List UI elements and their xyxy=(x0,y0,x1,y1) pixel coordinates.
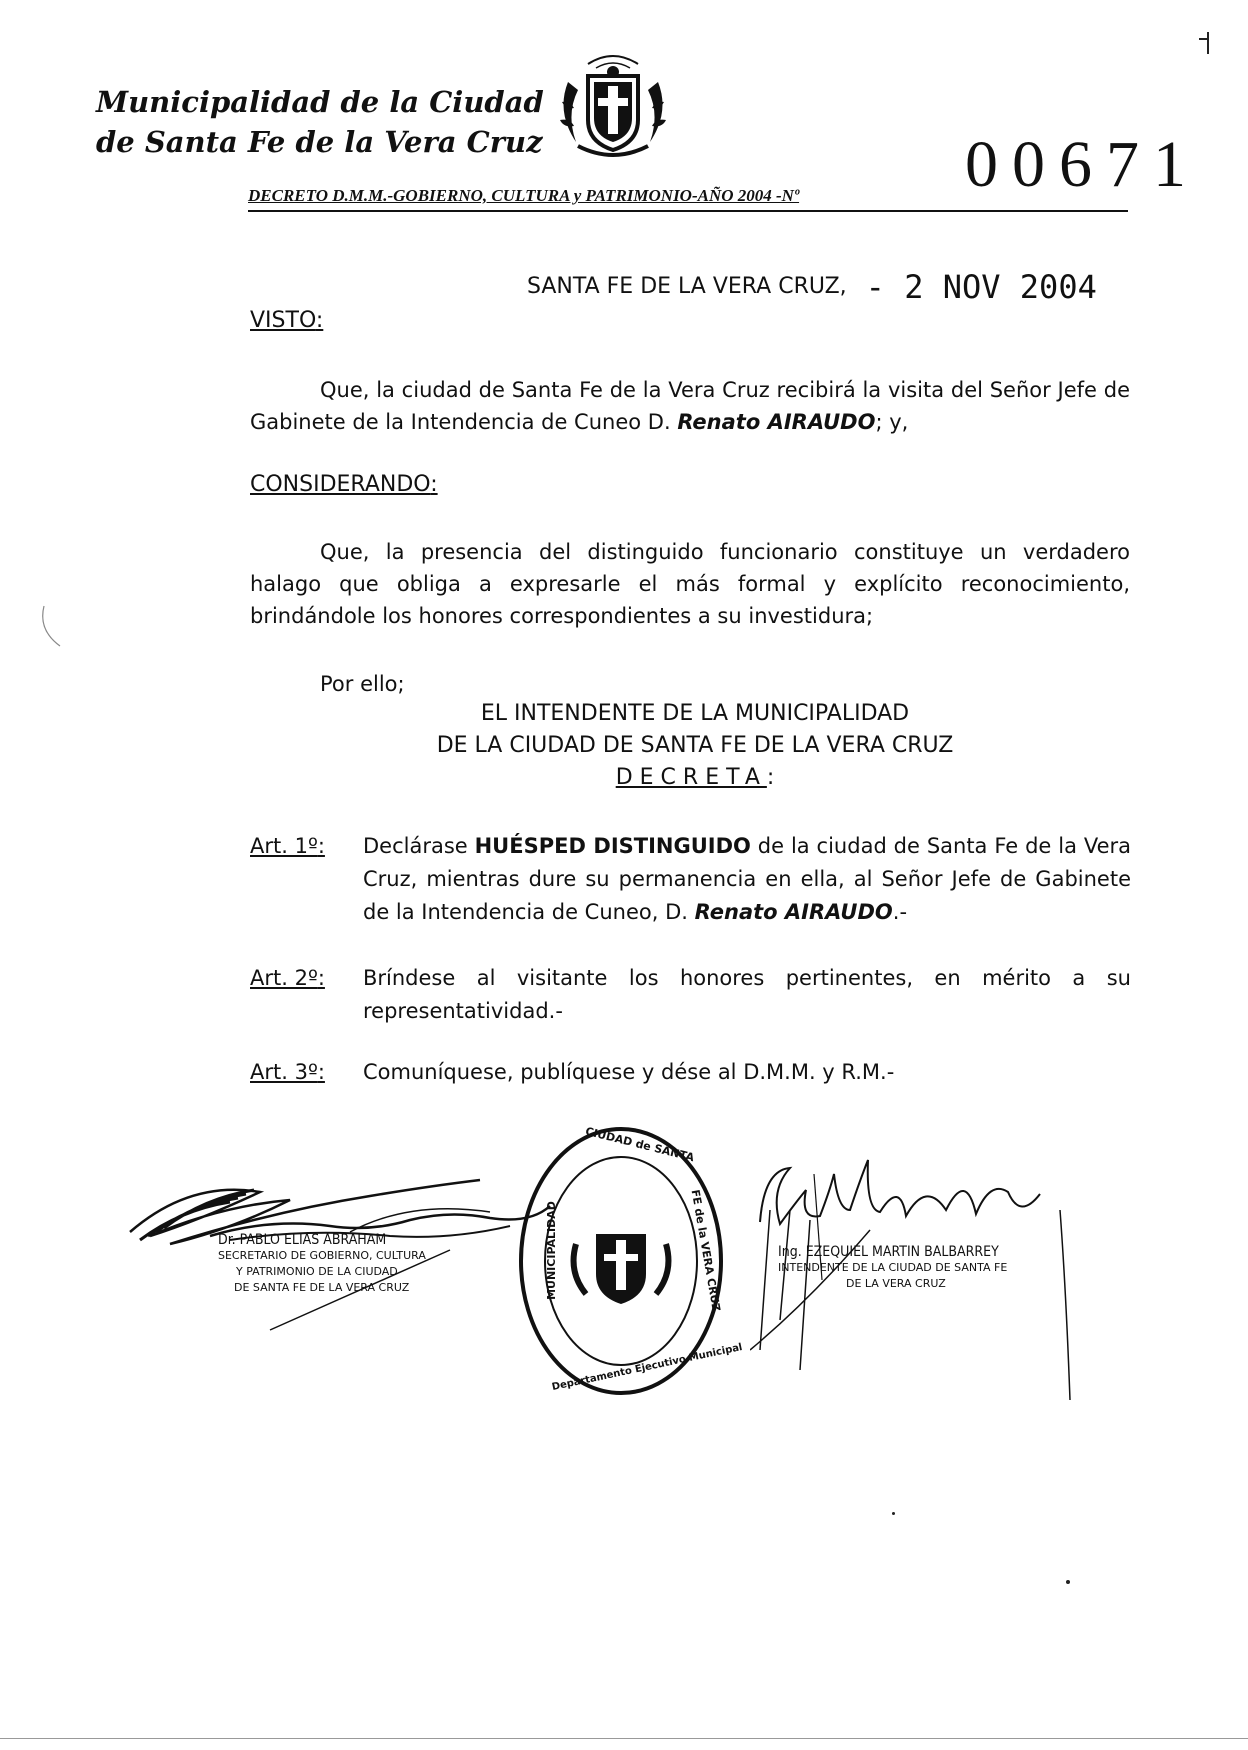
stamp-text-right: FE de la VERA CRUZ xyxy=(688,1188,723,1313)
secretary-title-1: SECRETARIO DE GOBIERNO, CULTURA xyxy=(218,1249,426,1262)
article-3-text: Comuníquese, publíquese y dése al D.M.M. y R.M.- xyxy=(363,1060,895,1084)
decree-number: 00671 xyxy=(965,128,1200,201)
por-ello: Por ello; xyxy=(320,672,405,696)
secretary-name: Dr. PABLO ELIAS ABRAHAM xyxy=(218,1232,387,1248)
considerando-heading: CONSIDERANDO: xyxy=(250,472,438,497)
mayor-signature-block xyxy=(778,1244,1007,1292)
considerando-paragraph: Que, la presencia del distinguido funcionario constituye un verdadero halago que obliga a expresarle el más formal y explícito reconocimiento, brindándole los honores correspondientes a su investidura; xyxy=(250,540,1130,628)
visto-heading: VISTO: xyxy=(250,308,324,333)
article-1-post: .- xyxy=(892,900,908,924)
date-stamp: - 2 NOV 2004 xyxy=(865,268,1097,306)
letterhead-line2: de Santa Fe de la Vera Cruz xyxy=(96,125,543,159)
scan-speck xyxy=(892,1512,895,1515)
mayor-title-2: DE LA VERA CRUZ xyxy=(846,1277,946,1290)
scan-edge-mark xyxy=(36,602,66,656)
decreta-heading: DECRETA xyxy=(615,765,767,790)
stamp-text-top: CIUDAD de SANTA xyxy=(584,1124,696,1165)
place-label: SANTA FE DE LA VERA CRUZ, xyxy=(527,274,847,299)
letterhead xyxy=(96,82,544,162)
scan-speck xyxy=(1066,1580,1070,1584)
considerando-heading-text: CONSIDERANDO xyxy=(250,472,431,497)
article-1-mid: de la ciudad de Santa Fe de la Vera Cruz, mientras dure su permanencia en ella, al Señor Jefe de Gabinete de la Intendencia de Cuneo, D. xyxy=(363,834,1131,924)
corner-mark xyxy=(1207,32,1209,54)
authority-line2: DE LA CIUDAD DE SANTA FE DE LA VERA CRUZ xyxy=(436,733,954,758)
article-3-label-text: Art. 3º xyxy=(250,1060,318,1084)
mayor-title-1: INTENDENTE DE LA CIUDAD DE SANTA FE xyxy=(778,1261,1008,1274)
article-1-bold: HUÉSPED DISTINGUIDO xyxy=(474,834,751,858)
stamp-text-bottom: Departamento Ejecutivo Municipal xyxy=(550,1341,744,1394)
article-1-label: Art. 1º: xyxy=(250,834,325,858)
article-2-label: Art. 2º: xyxy=(250,966,325,990)
article-1-label-text: Art. 1º xyxy=(250,834,318,858)
article-1-name: Renato AIRAUDO xyxy=(694,900,893,924)
place-date xyxy=(527,268,1097,306)
article-1-text xyxy=(363,830,1131,929)
visto-heading-text: VISTO xyxy=(250,308,316,333)
mayor-name: Ing. EZEQUIEL MARTIN BALBARREY xyxy=(778,1244,999,1260)
visto-name: Renato AIRAUDO xyxy=(677,410,876,434)
official-oval-stamp xyxy=(516,1124,744,1398)
scan-bottom-edge xyxy=(0,1738,1248,1739)
stamp-text-left: MUNICIPALIDAD xyxy=(544,1201,558,1300)
article-2-text: Bríndese al visitante los honores pertinentes, en mérito a su representatividad.- xyxy=(363,966,1131,1023)
article-1-pre: Declárase xyxy=(363,834,468,858)
secretary-title-3: DE SANTA FE DE LA VERA CRUZ xyxy=(234,1281,410,1294)
corner-mark xyxy=(1199,38,1209,40)
article-2-label-text: Art. 2º xyxy=(250,966,318,990)
municipal-coat-of-arms-icon xyxy=(548,42,678,162)
authority-line1: EL INTENDENTE DE LA MUNICIPALIDAD xyxy=(480,701,910,726)
decree-label: DECRETO D.M.M.-GOBIERNO, CULTURA y PATRIMONIO-AÑO 2004 -Nº xyxy=(248,186,800,205)
authority-block: EL INTENDENTE DE LA MUNICIPALIDAD DE LA CIUDAD DE SANTA FE DE LA VERA CRUZ DECRETA: xyxy=(380,698,1010,794)
letterhead-line1: Municipalidad de la Ciudad xyxy=(96,85,544,119)
visto-paragraph xyxy=(250,374,1130,438)
secretary-signature-block xyxy=(218,1232,426,1296)
article-3-label: Art. 3º: xyxy=(250,1060,325,1084)
secretary-title-2: Y PATRIMONIO DE LA CIUDAD xyxy=(236,1265,398,1278)
visto-text: Que, la ciudad de Santa Fe de la Vera Cruz recibirá la visita del Señor Jefe de Gabinete de la Intendencia de Cuneo D. xyxy=(250,378,1130,434)
visto-text-after: ; y, xyxy=(875,410,909,434)
